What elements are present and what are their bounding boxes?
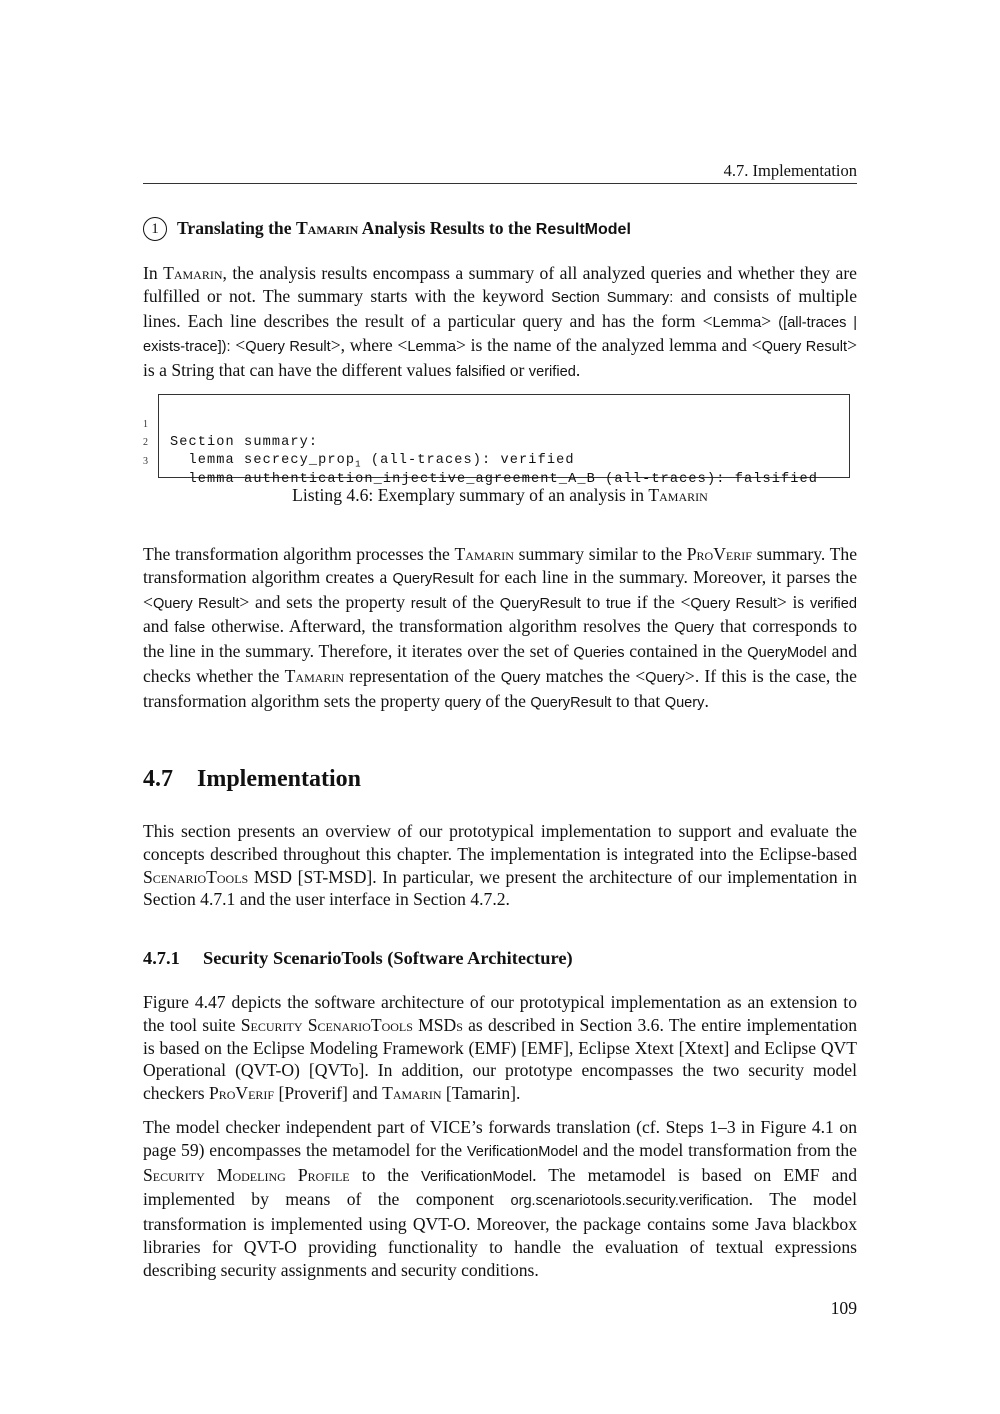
paragraph-section-intro: This section presents an overview of our prototypical implementation to support and evaluate the concepts described throughout this chapter. The implementation is integrated into the Eclipse-based ScenarioTools MSD [ST-MSD]. In particular, we present the architecture of our implementation in Section 4.7.1 and the user interface in Section 4.7.2.	[143, 821, 857, 910]
section-heading	[143, 764, 857, 794]
paragraph-transformation: The transformation algorithm processes the Tamarin summary similar to the ProVerif summary. The transformation algorithm creates a QueryResult for each line in the summary. Moreover, it parses the <Query Result> and sets the property result of the QueryResult to true if the <Query Result> is verified and false otherwise. Afterward, the transformation algorithm resolves the Query that corresponds to the line in the summary. Therefore, it iterates over the set of Queries contained in the QueryModel and checks whether the Tamarin representation of the Query matches the <Query>. If this is the case, the transformation algorithm sets the property query of the QueryResult to that Query.	[143, 544, 858, 711]
document-page	[143, 0, 857, 1414]
listing-caption: Listing 4.6: Exemplary summary of an analysis in Tamarin	[292, 485, 708, 505]
page-number: 109	[830, 1298, 857, 1318]
step-subheading	[143, 217, 857, 241]
subsection-number: 4.7.1	[143, 948, 180, 968]
running-header: 4.7. Implementation	[143, 161, 857, 184]
paragraph-tamarin-results: In Tamarin, the analysis results encompass a summary of all analyzed queries and whether they are fulfilled or not. The summary starts with the keyword Section Summary: and consists of multiple lines. Each line describes the result of a particular query and has the form <Lemma> ([all-traces | exists-trace]): <Query Result>, where <Lemma> is the name of the analyzed lemma and <Query Result> is a String that can have the different values falsified or verified.	[143, 263, 857, 381]
line-number: 3	[143, 456, 148, 467]
paragraph-model-checker: The model checker independent part of VICE’s forwards translation (cf. Steps 1–3 in Figure 4.1 on page 59) encompasses the metamodel for the VerificationModel and the model transformation from the Security Modeling Profile to the VerificationModel. The metamodel is based on EMF and implemented by means of the component org.scenariotools.security.verification. The model transformation is implemented using QVT-O. Moreover, the package contains some Java blackbox libraries for QVT-O providing functionality to handle the evaluation of textual expressions describing security assignments and security conditions.	[143, 1117, 858, 1280]
line-number: 2	[143, 437, 148, 448]
code-text: lemma secrecy_prop$_1$ (all-traces): verified	[170, 453, 575, 470]
subsection-heading	[143, 946, 857, 970]
subheading-text: Translating the Tamarin Analysis Results to the ResultModel	[177, 218, 631, 238]
code-text: Section summary:	[170, 435, 319, 450]
code-text: lemma authentication_injective_agreement_A_B (all-traces): falsified	[170, 472, 819, 487]
code-listing	[143, 394, 857, 487]
paragraph-architecture: Figure 4.47 depicts the software architecture of our prototypical implementation as an extension to the tool suite Security ScenarioTools MSDs as described in Section 3.6. The entire implementation is based on the Eclipse Modeling Framework (EMF) [EMF], Eclipse Xtext [Xtext] and Eclipse QVT Operational (QVT-O) [QVTo]. In addition, our prototype encompasses the two security model checkers ProVerif [Proverif] and Tamarin [Tamarin].	[143, 992, 857, 1104]
section-title: Implementation	[197, 766, 361, 792]
code-line	[143, 398, 857, 450]
line-number: 1	[143, 419, 148, 430]
section-number: 4.7	[143, 766, 173, 792]
step-number-circle: 1	[143, 217, 167, 241]
subsection-title: Security ScenarioTools (Software Architecture)	[203, 948, 573, 968]
